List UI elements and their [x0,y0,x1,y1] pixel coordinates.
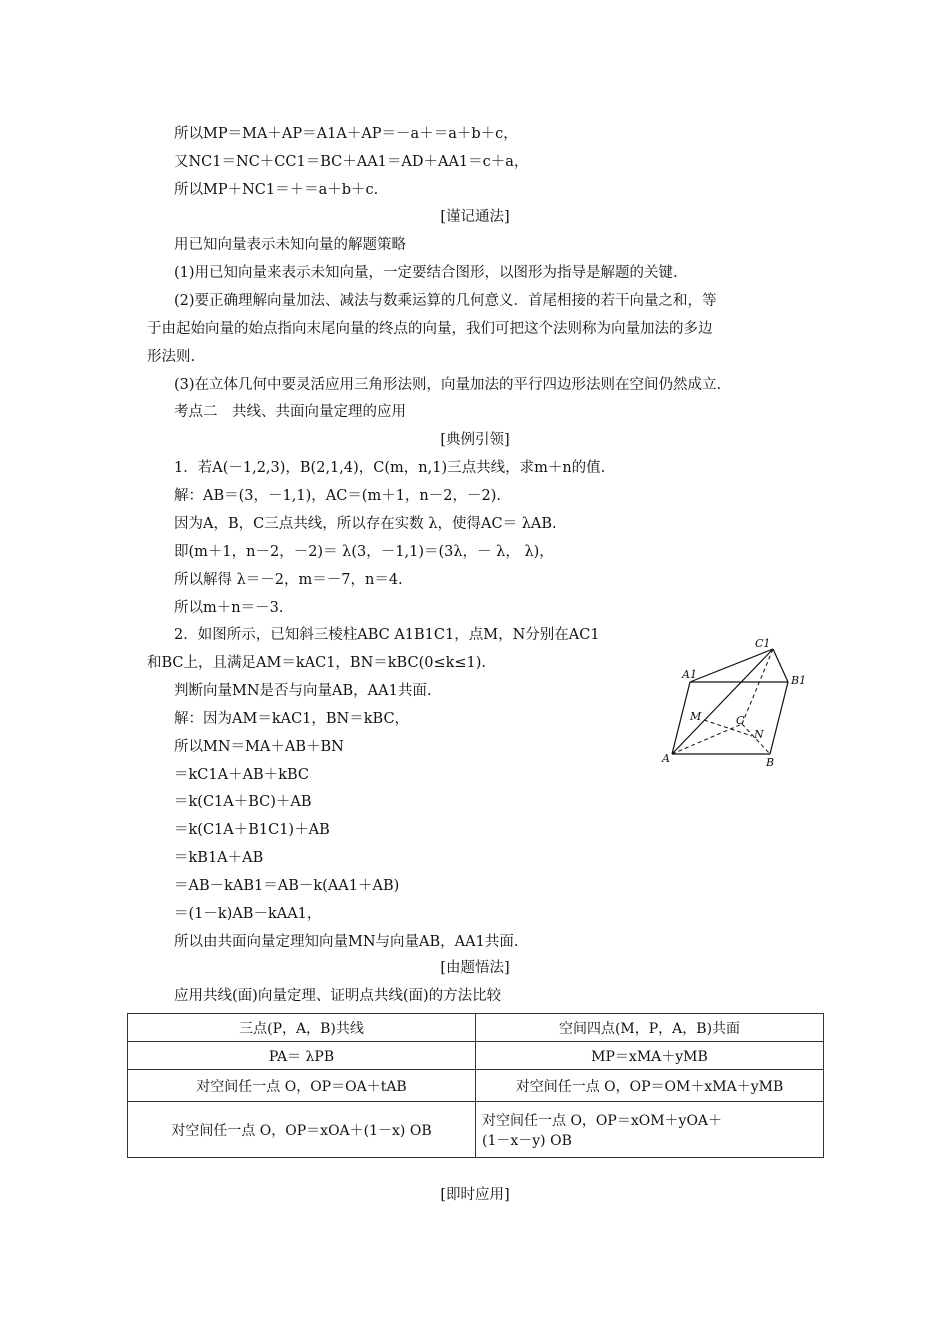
table-row [128,1042,824,1070]
table-cell: 对空间任一点 O，OP＝xOA＋(1－x) OB [128,1102,476,1158]
example-line: 2．如图所示，已知斜三棱柱ABC A1B1C1，点M，N分别在AC1 [174,627,600,643]
label-b: B [766,756,775,769]
section-title: [由题悟法] [440,960,510,976]
table-cell: PA＝ λPB [128,1042,476,1070]
label-b1: B1 [791,674,807,687]
table-cell: 对空间任一点 O，OP＝OA＋tAB [128,1070,476,1102]
table-cell: 对空间任一点 O，OP＝OM＋xMA＋yMB [476,1070,824,1102]
label-m: M [690,710,702,723]
paragraph: (2)要正确理解向量加法、减法与数乘运算的几何意义．首尾相接的若干向量之和，等 [174,293,717,309]
table-cell [476,1102,824,1158]
table-cell-line: 对空间任一点 O，OP＝xOM＋yOA＋ [482,1112,723,1129]
label-c: C [736,714,745,727]
label-n: N [754,728,764,741]
example-line: 所以MN＝MA＋AB＋BN [174,739,344,755]
table-cell: 空间四点(M，P，A，B)共面 [476,1014,824,1042]
table-cell: 三点(P，A，B)共线 [128,1014,476,1042]
section-title: [典例引领] [440,432,510,448]
section-title: [谨记通法] [440,209,510,225]
table-cell: MP＝xMA＋yMB [476,1042,824,1070]
text-line: 所以MP＋NC1＝＋＝a＋b＋c. [174,182,379,198]
example-line: 1．若A(－1,2,3)，B(2,1,4)，C(m，n,1)三点共线，求m＋n的值. [174,460,606,476]
example-line: 所以由共面向量定理知向量MN与向量AB，AA1共面. [174,934,519,950]
paragraph: (3)在立体几何中要灵活应用三角形法则，向量加法的平行四边形法则在空间仍然成立. [174,377,722,393]
table-row [128,1070,824,1102]
table-row [128,1102,824,1158]
example-line: 解：AB＝(3，－1,1)，AC＝(m＋1，n－2，－2). [174,488,501,504]
example-line: 所以m＋n＝－3. [174,600,284,616]
label-a: A [662,752,670,765]
example-line: 所以解得 λ＝－2，m＝－7，n＝4. [174,572,403,588]
label-a1: A1 [682,668,697,681]
section-heading: 应用共线(面)向量定理、证明点共线(面)的方法比较 [174,988,502,1004]
example-line: ＝kB1A＋AB [174,850,264,866]
section-title: [即时应用] [440,1187,510,1203]
example-line: ＝AB－kAB1＝AB－k(AA1＋AB) [174,878,400,894]
example-line: 和BC上，且满足AM＝kAC1，BN＝kBC(0≤k≤1). [147,655,487,671]
paragraph: (1)用已知向量来表示未知向量，一定要结合图形，以图形为指导是解题的关键. [174,265,678,281]
example-line: ＝kC1A＋AB＋kBC [174,767,310,783]
prism-figure [660,636,820,770]
table-row [128,1014,824,1042]
paragraph-continuation: 于由起始向量的始点指向末尾向量的终点的向量，我们可把这个法则称为向量加法的多边 [147,321,713,337]
text-line: 所以MP＝MA＋AP＝A1A＋AP＝－a＋＝a＋b＋c， [174,126,518,142]
section-heading: 考点二 共线、共面向量定理的应用 [174,404,406,420]
example-line: ＝k(C1A＋B1C1)＋AB [174,822,330,838]
example-line: ＝(1－k)AB－kAA1， [174,906,322,922]
section-heading: 用已知向量表示未知向量的解题策略 [174,237,406,253]
example-line: 即(m＋1，n－2，－2)＝ λ(3，－1,1)＝(3λ，－ λ， λ)， [174,544,554,560]
example-line: 判断向量MN是否与向量AB，AA1共面. [174,683,432,699]
example-line: 因为A，B，C三点共线，所以存在实数 λ，使得AC＝ λAB. [174,516,557,532]
table-cell-line: (1－x－y) OB [482,1132,572,1149]
text-line: 又NC1＝NC＋CC1＝BC＋AA1＝AD＋AA1＝c＋a， [174,154,529,170]
example-line: ＝k(C1A＋BC)＋AB [174,794,312,810]
comparison-table [127,1013,824,1158]
example-line: 解：因为AM＝kAC1，BN＝kBC， [174,711,410,727]
paragraph-continuation: 形法则. [147,349,196,365]
label-c1: C1 [755,637,771,650]
